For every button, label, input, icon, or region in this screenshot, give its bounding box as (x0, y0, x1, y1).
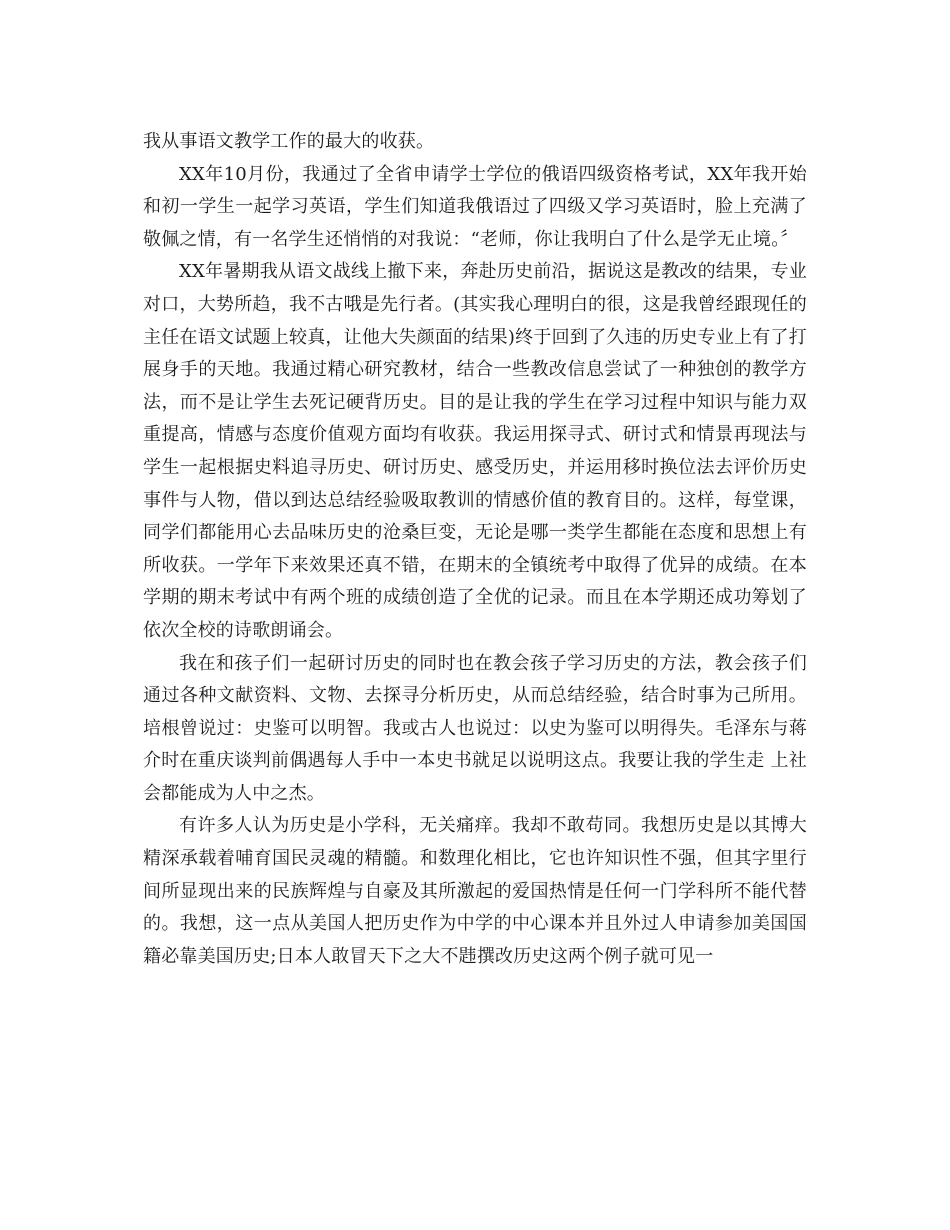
paragraph-history-methods: 我在和孩子们一起研讨历史的同时也在教会孩子学习历史的方法，教会孩子们通过各种文献资料、文物、去探寻分析历史，从而总结经验，结合时事为己所用。培根曾说过：史鉴可以明智。我或古人也说过：以史为鉴可以明得失。毛泽东与蒋介时在重庆谈判前偶遇每人手中一本史书就足以说明这点。我要让我的学生走 上社会都能成为人中之杰。 (143, 652, 807, 804)
paragraph-russian-exam: XX年10月份，我通过了全省申请学士学位的俄语四级资格考试，XX年我开始和初一学生一起学习英语，学生们知道我俄语过了四级又学习英语时，脸上充满了敬佩之情，有一名学生还悄悄的对我说：“老师，你让我明白了什么是学无止境。〞 (143, 163, 807, 250)
paragraph-continuation: 我从事语文教学工作的最大的收获。 (143, 131, 435, 152)
paragraph-history-teaching: XX年暑期我从语文战线上撤下来，奔赴历史前沿，据说这是教改的结果，专业对口，大势所趋，我不古哦是先行者。(其实我心理明白的很，这是我曾经跟现任的主任在语文试题上较真，让他大失颜面的结果)终于回到了久违的历史专业上有了打展身手的天地。我通过精心研究教材，结合一些教改信息尝试了一种独创的教学方法，而不是让学生去死记硬背历史。目的是让我的学生在学习过程中知识与能力双重提高，情感与态度价值观方面均有收获。我运用探寻式、研讨式和情景再现法与学生一起根据史料追寻历史、研讨历史、感受历史，并运用移时换位法去评价历史事件与人物，借以到达总结经验吸取教训的情感价值的教育目的。这样，每堂课，同学们都能用心去品味历史的沧桑巨变，无论是哪一类学生都能在态度和思想上有所收获。一学年下来效果还真不错，在期末的全镇统考中取得了优异的成绩。在本学期的期末考试中有两个班的成绩创造了全优的记录。而且在本学期还成功筹划了依次全校的诗歌朗诵会。 (143, 261, 807, 641)
document-body (143, 126, 807, 973)
paragraph-history-importance: 有许多人认为历史是小学科，无关痛痒。我却不敢苟同。我想历史是以其博大精深承载着哺育国民灵魂的精髓。和数理化相比，它也许知识性不强，但其字里行间所显现出来的民族辉煌与自豪及其所激起的爱国热情是任何一门学科所不能代替的。我想，这一点从美国人把历史作为中学的中心课本并且外过人申请参加美国国籍必靠美国历史;日本人敢冒天下之大不韪撰改历史这两个例子就可见一 (143, 815, 807, 967)
